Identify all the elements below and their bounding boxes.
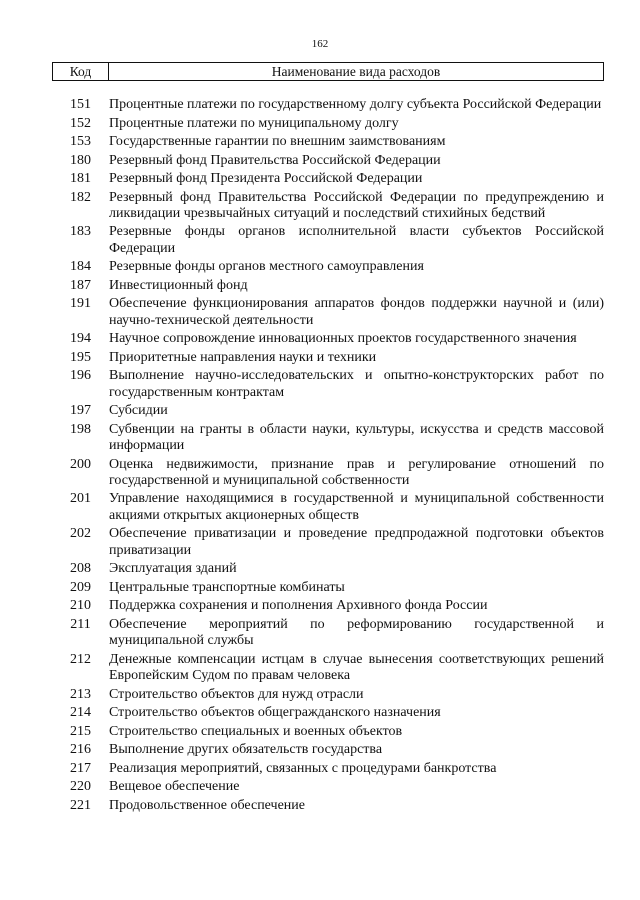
table-row [52, 598, 604, 614]
row-code: 201 [70, 491, 91, 507]
table-row [52, 687, 604, 703]
row-name: Вещевое обеспечение [109, 779, 240, 795]
table-row [52, 350, 604, 366]
table-row [52, 742, 604, 758]
table-row [52, 296, 604, 329]
table-row [52, 97, 604, 113]
table-row [52, 761, 604, 777]
row-name: Субвенции на гранты в области науки, культуры, искусства и средств массовой информации [109, 421, 604, 454]
row-code: 202 [70, 526, 91, 542]
row-code: 209 [70, 579, 91, 595]
row-code: 184 [70, 259, 91, 275]
row-name: Поддержка сохранения и пополнения Архивного фонда России [109, 598, 488, 614]
row-name: Резервные фонды органов местного самоуправления [109, 259, 424, 275]
table-row [52, 422, 604, 455]
row-name: Процентные платежи по муниципальному долгу [109, 115, 399, 131]
row-code: 208 [70, 561, 91, 577]
row-code: 153 [70, 134, 91, 149]
row-code: 180 [70, 152, 91, 168]
row-code: 216 [70, 742, 91, 758]
row-name: Строительство объектов для нужд отрасли [109, 686, 364, 702]
row-name: Выполнение научно-исследовательских и опытно-конструкторских работ по государственным контрактам [109, 368, 604, 400]
row-name: Денежные компенсации истцам в случае вынесения соответствующих решений Европейским Судом по правам человека [109, 651, 604, 684]
row-name: Строительство объектов общегражданского назначения [109, 705, 441, 721]
table-row [52, 259, 604, 275]
row-code: 200 [70, 456, 91, 472]
row-name: Научное сопровождение инновационных проектов государственного значения [109, 331, 577, 347]
table-row [52, 457, 604, 490]
table-row [52, 190, 604, 223]
page-number: 162 [311, 38, 329, 50]
row-name: Обеспечение функционирования аппаратов фондов поддержки научной и (или) научно-технической деятельности [109, 296, 604, 328]
row-code: 215 [70, 723, 91, 739]
row-code: 191 [70, 296, 91, 312]
table-row [52, 403, 604, 419]
row-name: Процентные платежи по государственному долгу субъекта Российской Федерации [109, 97, 602, 112]
row-name: Строительство специальных и военных объектов [109, 723, 403, 739]
row-name: Оценка недвижимости, признание прав и регулирование отношений по государственной и муниципальной собственности [109, 456, 604, 488]
row-name: Резервный фонд Правительства Российской Федерации [109, 152, 441, 168]
header-name: Наименование вида расходов [271, 64, 441, 79]
table-row [52, 652, 604, 685]
row-name: Эксплуатация зданий [109, 561, 237, 577]
row-name: Приоритетные направления науки и техники [109, 349, 377, 365]
row-code: 211 [70, 616, 91, 632]
row-code: 194 [70, 331, 91, 347]
row-code: 181 [70, 171, 91, 186]
table-row [52, 116, 604, 132]
header-code: Код [53, 63, 109, 80]
row-name: Резервный фонд Правительства Российской Федерации по предупреждению и ликвидации чрезвычайных ситуаций и последствий стихийных бедствий [109, 189, 604, 221]
row-name: Продовольственное обеспечение [109, 797, 305, 813]
row-name: Управление находящимися в государственной и муниципальной собственности акциями открытых акционерных обществ [109, 491, 604, 523]
row-code: 196 [70, 368, 91, 384]
row-code: 220 [70, 779, 91, 795]
row-code: 152 [70, 115, 91, 131]
row-name: Государственные гарантии по внешним заимствованиям [109, 134, 446, 149]
table-row [52, 580, 604, 596]
row-code: 217 [70, 760, 91, 776]
table-row [52, 561, 604, 577]
row-name: Центральные транспортные комбинаты [109, 579, 345, 595]
row-code: 182 [70, 189, 91, 205]
table-row [52, 798, 604, 814]
row-name: Реализация мероприятий, связанных с процедурами банкротства [109, 760, 497, 776]
row-name: Инвестиционный фонд [109, 277, 248, 293]
table-row [52, 134, 604, 150]
table-row [52, 491, 604, 524]
row-code: 187 [70, 277, 91, 293]
table-row [52, 705, 604, 721]
row-code: 221 [70, 797, 91, 813]
row-name: Резервные фонды органов исполнительной власти субъектов Российской Федерации [109, 224, 604, 256]
table-row [52, 224, 604, 257]
row-name: Резервный фонд Президента Российской Федерации [109, 171, 423, 186]
row-name: Выполнение других обязательств государства [109, 742, 383, 758]
table-row [52, 331, 604, 347]
row-code: 213 [70, 686, 91, 702]
table-row [52, 153, 604, 169]
row-name: Субсидии [109, 403, 168, 419]
table-header [52, 62, 604, 81]
table-row [52, 724, 604, 740]
row-code: 214 [70, 705, 91, 721]
expense-type-table [52, 97, 604, 816]
table-row [52, 617, 604, 650]
row-code: 198 [70, 421, 91, 437]
row-name: Обеспечение приватизации и проведение предпродажной подготовки объектов приватизации [109, 526, 604, 558]
row-code: 183 [70, 224, 91, 240]
row-code: 197 [70, 403, 91, 419]
table-row [52, 368, 604, 401]
table-row [52, 278, 604, 294]
row-code: 212 [70, 651, 91, 667]
row-code: 151 [70, 97, 91, 112]
table-row [52, 779, 604, 795]
table-row [52, 526, 604, 559]
row-code: 195 [70, 349, 91, 365]
table-row [52, 171, 604, 187]
row-name: Обеспечение мероприятий по реформированию государственной и муниципальной службы [109, 616, 604, 649]
row-code: 210 [70, 598, 91, 614]
